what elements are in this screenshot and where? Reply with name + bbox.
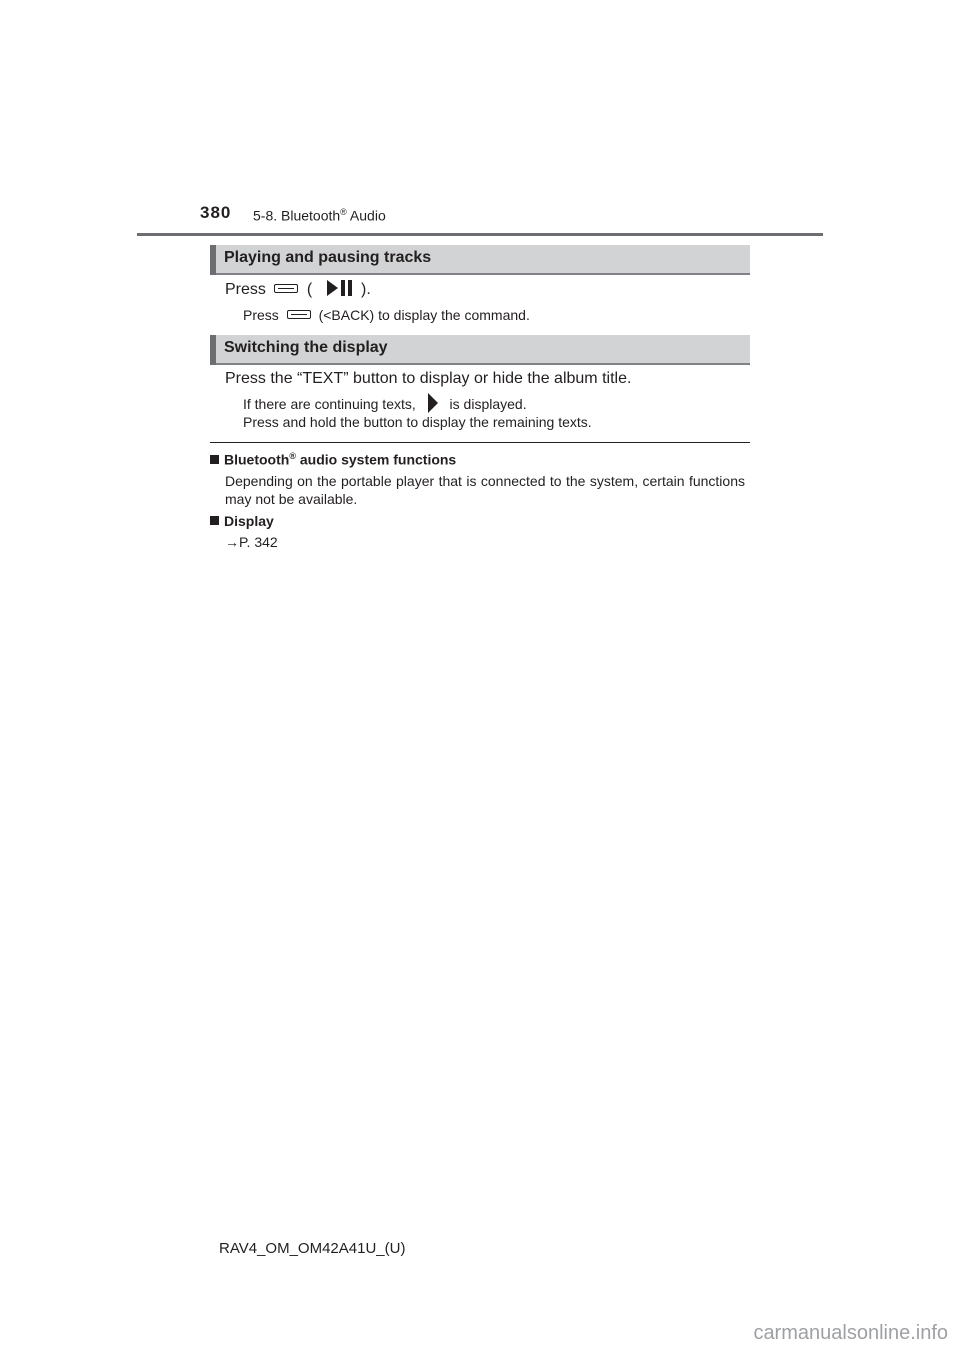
header-rule [137, 233, 823, 236]
arrow-right-icon [428, 393, 438, 413]
note-back: Press (<BACK) to display the command. [243, 307, 530, 323]
section-title-bar [210, 335, 750, 365]
page-reference: →P. 342 [225, 534, 278, 550]
info-heading-display: Display [210, 513, 274, 529]
note-continuing-texts: If there are continuing texts, is displayed. [243, 395, 527, 415]
section-marker [210, 335, 216, 365]
section-heading: 5-8. Bluetooth® Audio [253, 207, 386, 224]
watermark: carmanualsonline.info [753, 1322, 948, 1344]
square-bullet-icon [210, 455, 219, 464]
info-divider [210, 442, 750, 443]
section-marker [210, 245, 216, 275]
square-bullet-icon [210, 516, 219, 525]
document-code: RAV4_OM_OM42A41U_(U) [219, 1240, 406, 1257]
button-icon [274, 284, 298, 293]
play-pause-icon [327, 279, 353, 297]
note-press-hold: Press and hold the button to display the remaining texts. [243, 414, 592, 430]
instruction-text-button: Press the “TEXT” button to display or hide the album title. [225, 370, 632, 387]
section-title: Switching the display [224, 339, 388, 356]
button-icon [287, 310, 311, 319]
page-number: 380 [200, 203, 232, 222]
info-text-bluetooth: Depending on the portable player that is connected to the system, certain functions may not be available. [225, 473, 745, 507]
instruction-play-pause: Press ( ). [225, 281, 371, 299]
section-title: Playing and pausing tracks [224, 249, 432, 266]
info-heading-bluetooth: Bluetooth® audio system functions [210, 451, 456, 468]
section-title-bar [210, 245, 750, 275]
